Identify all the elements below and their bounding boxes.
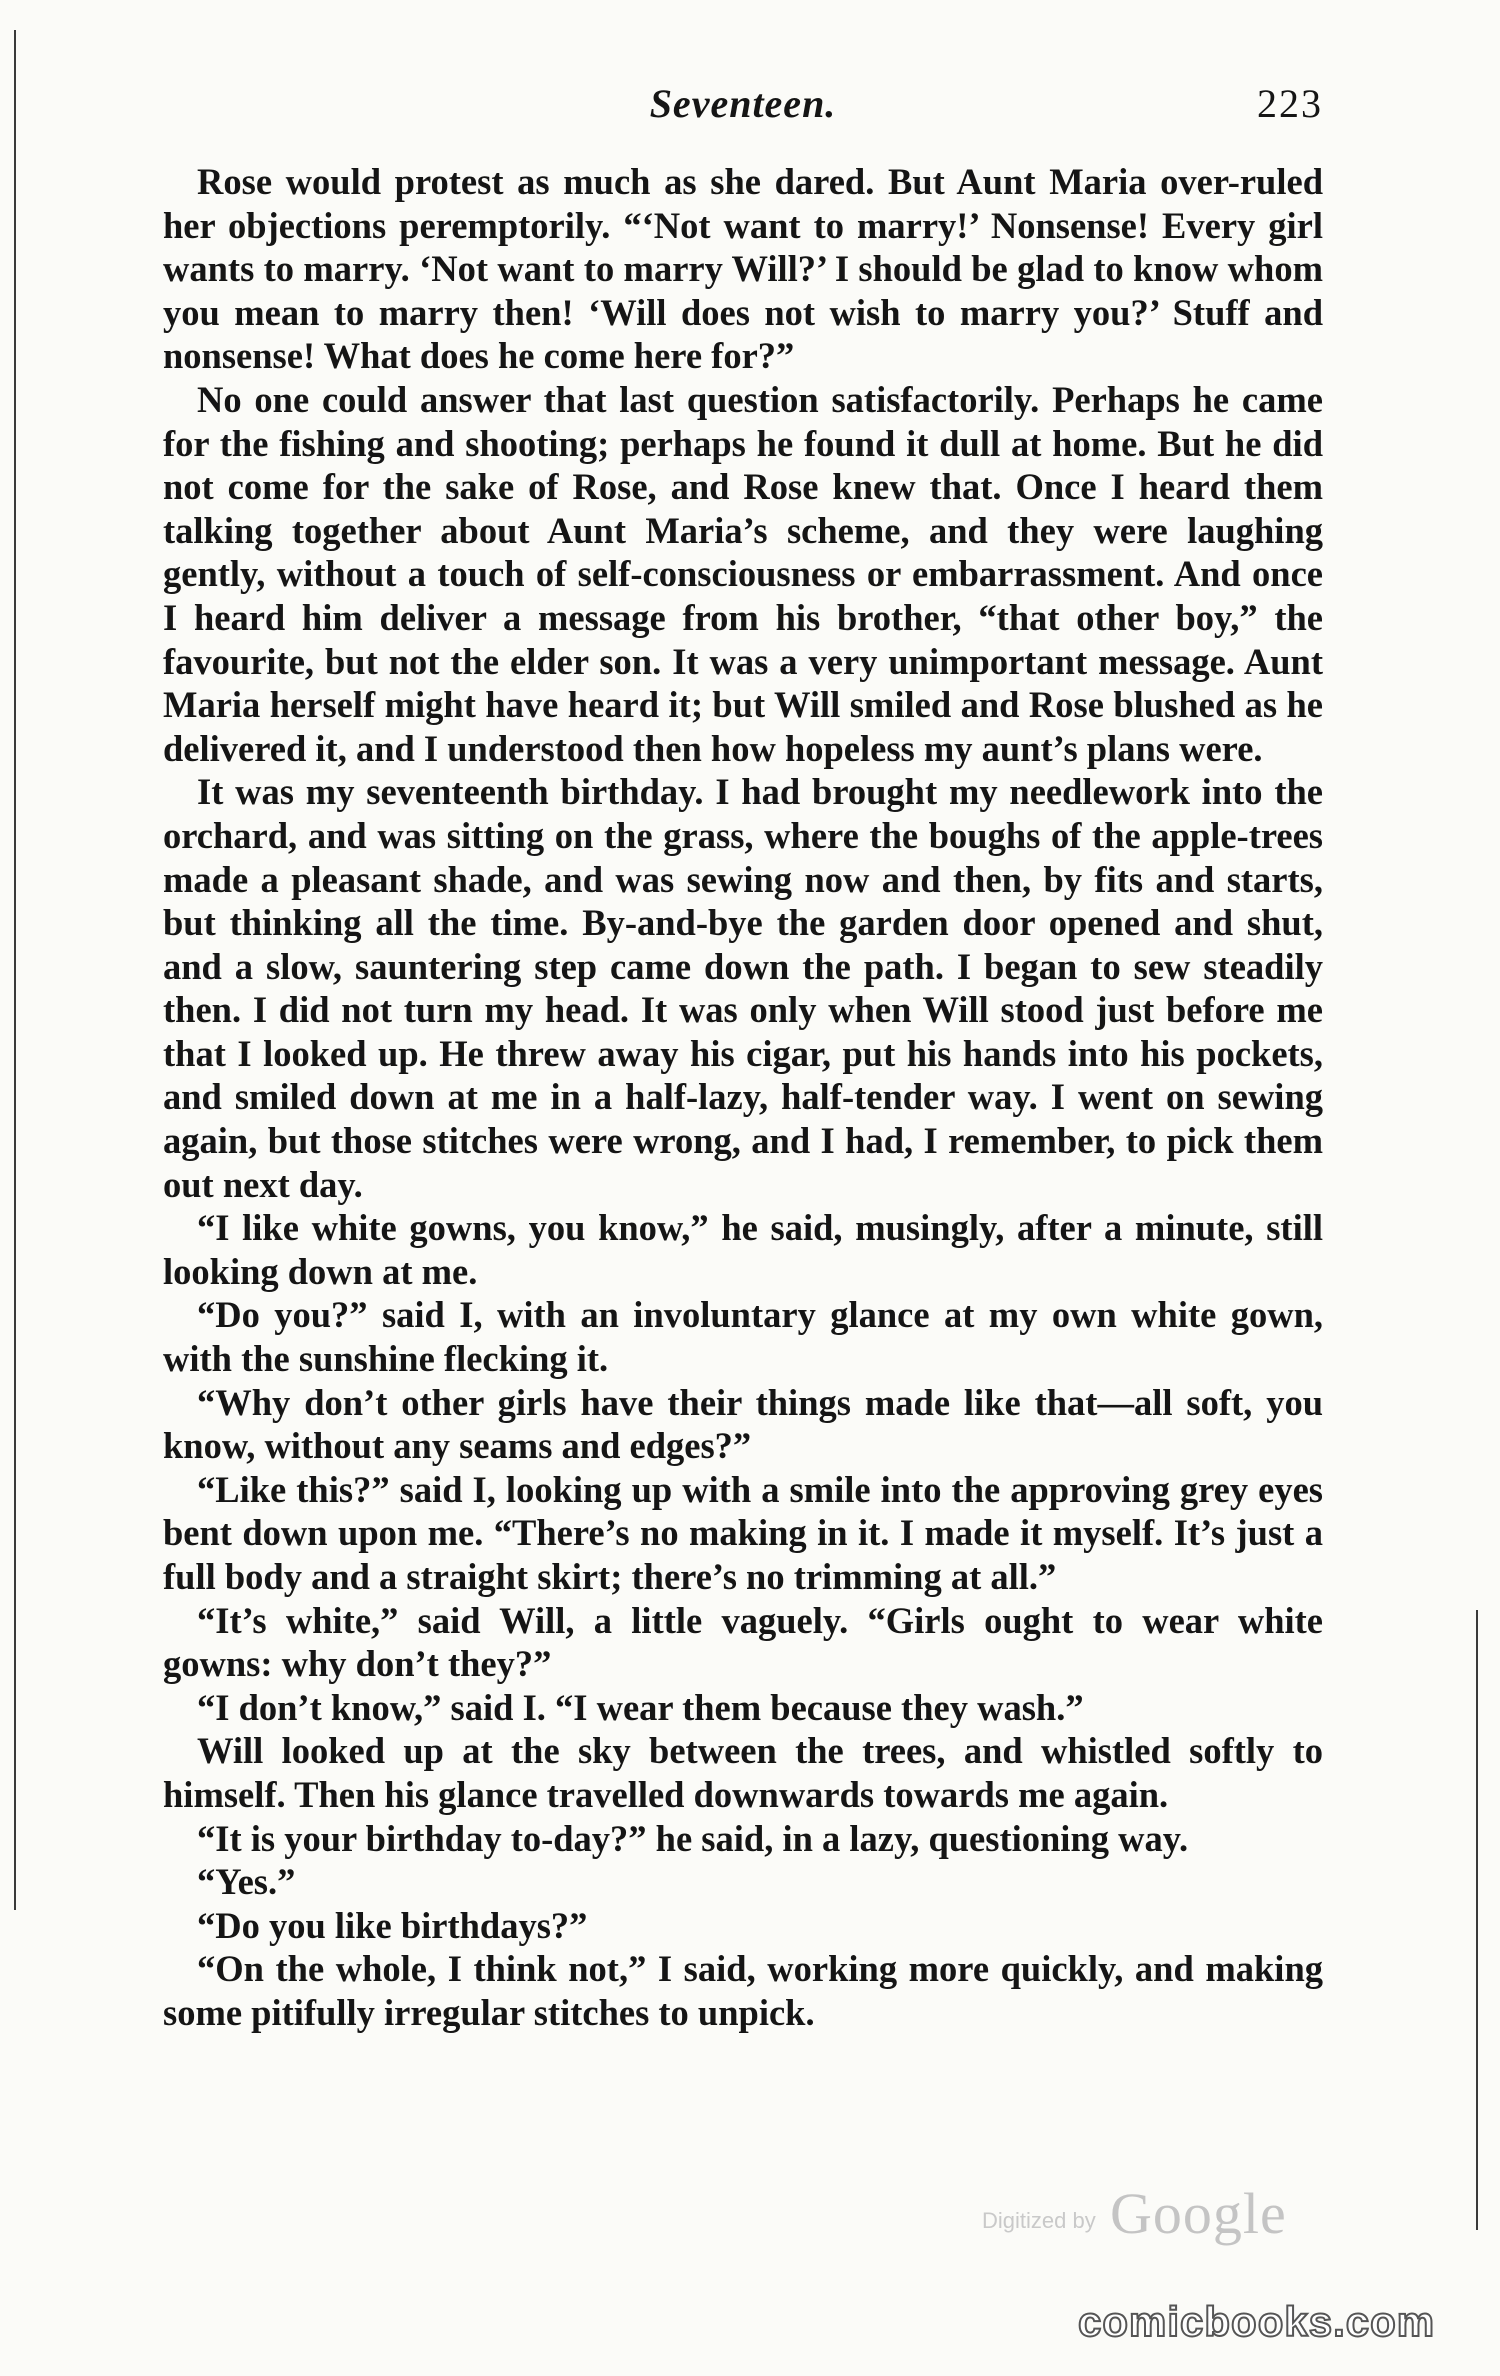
paragraph: “Do you?” said I, with an involuntary glance at my own white gown, with the sunshine flecking it. [163, 1294, 1323, 1380]
digitized-by-watermark: Digitized by [982, 2208, 1096, 2233]
paragraph: “Do you like birthdays?” [197, 1904, 588, 1946]
paragraph: Will looked up at the sky between the trees, and whistled softly to himself. Then his glance travelled downwards towards me again. [163, 1730, 1323, 1815]
site-watermark: comicbooks.com [1078, 2298, 1436, 2345]
paragraph: “Like this?” said I, looking up with a smile into the approving grey eyes bent down upon me. “There’s no making in it. I made it myself. It’s just a full body and a straight skirt; there’s no trimming at all.” [163, 1468, 1323, 1597]
page-edge-line [1476, 1610, 1478, 2230]
page-header [163, 80, 1323, 140]
paragraph: “It is your birthday to-day?” he said, in a lazy, questioning way. [197, 1817, 1189, 1859]
paragraph: “Yes.” [197, 1861, 296, 1903]
page-gutter-line [14, 30, 16, 1910]
body-text [163, 160, 1323, 2035]
page-number: 223 [1257, 81, 1323, 126]
paragraph: “Why don’t other girls have their things made like that—all soft, you know, without any seams and edges?” [163, 1381, 1323, 1467]
paragraph: No one could answer that last question satisfactorily. Perhaps he came for the fishing and shooting; perhaps he found it dull at home. But he did not come for the sake of Rose, and Rose knew that. Once I heard them talking together about Aunt Maria’s scheme, and they were laughing gently, without a touch of self-consciousness or embarrassment. And once I heard him deliver a message from his brother, “that other boy,” the favourite, but not the elder son. It was a very unimportant message. Aunt Maria herself might have heard it; but Will smiled and Rose blushed as he delivered it, and I understood then how hopeless my aunt’s plans were. [163, 378, 1323, 769]
paragraph: “I like white gowns, you know,” he said, musingly, after a minute, still looking down at me. [163, 1207, 1323, 1292]
paragraph: “It’s white,” said Will, a little vaguely. “Girls ought to wear white gowns: why don’t they?” [163, 1599, 1323, 1685]
google-watermark: Google [1110, 2181, 1287, 2246]
paragraph: Rose would protest as much as she dared. But Aunt Maria over-ruled her objections peremptorily. “‘Not want to marry!’ Nonsense! Every girl wants to marry. ‘Not want to marry Will?’ I should be glad to know whom you mean to marry then! ‘Will does not wish to marry you?’ Stuff and nonsense! What does he come here for?” [163, 161, 1323, 377]
paragraph: “I don’t know,” said I. “I wear them because they wash.” [197, 1686, 1084, 1728]
paragraph: It was my seventeenth birthday. I had brought my needlework into the orchard, and was sitting on the grass, where the boughs of the apple-trees made a pleasant shade, and was sewing now and then, by fits and starts, but thinking all the time. By-and-bye the garden door opened and shut, and a slow, sauntering step came down the path. I began to sew steadily then. I did not turn my head. It was only when Will stood just before me that I looked up. He threw away his cigar, put his hands into his pockets, and smiled down at me in a half-lazy, half-tender way. I went on sewing again, but those stitches were wrong, and I had, I remember, to pick them out next day. [163, 771, 1323, 1205]
running-title: Seventeen. [649, 81, 837, 126]
paragraph: “On the whole, I think not,” I said, working more quickly, and making some pitifully irregular stitches to unpick. [163, 1948, 1323, 2033]
